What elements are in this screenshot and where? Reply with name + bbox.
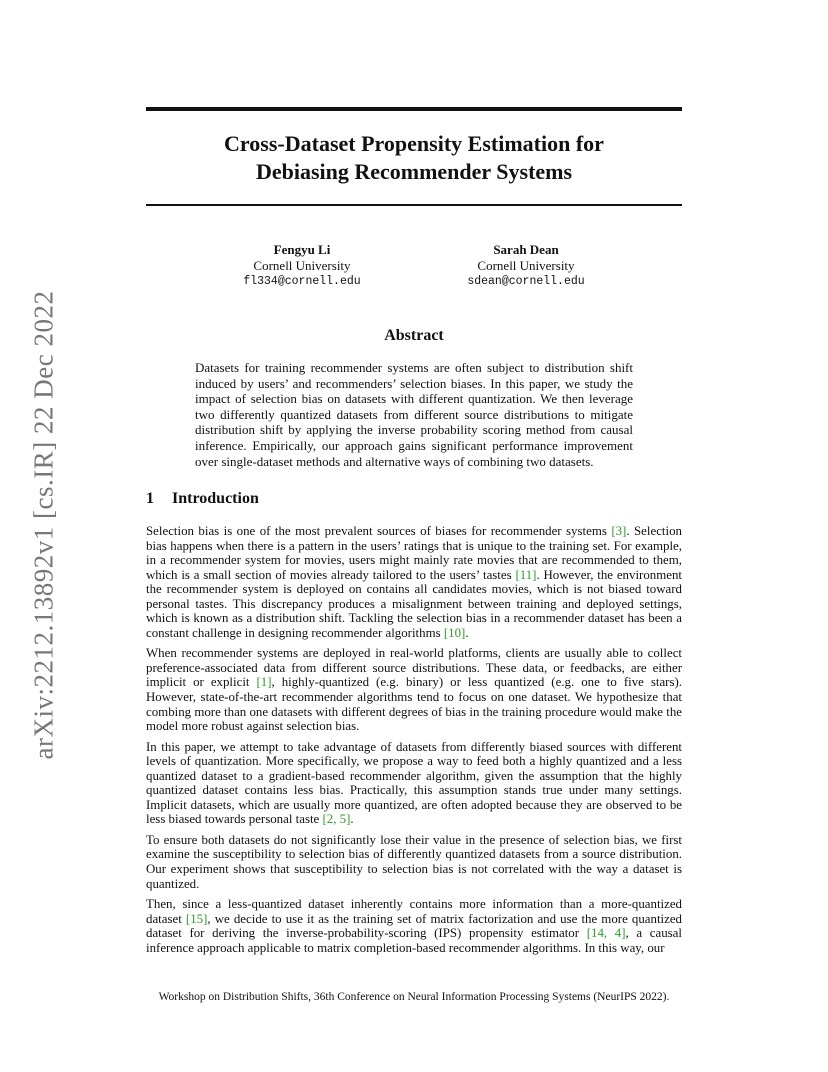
abstract-text: Datasets for training recommender systems are often subject to distribution shift induced by users’ and recommenders’ selection biases. In this paper, we study the impact of selection bias on datasets with different quantization. We then leverage two differently quantized datasets from different source distributions to mitigate distribution shift by applying the inverse probability scoring method from causal inference. Empirically, our approach gains significant performance improvement over single-dataset methods and alternative ways of combining two datasets. (195, 360, 633, 469)
text-run: . However, the environment the recommender system is deployed on contains all candidates movies, which is not biased toward personal tastes. This discrepancy produces a misalignment between training and deployed settings, which is known as a distribution shift. Tackling the selection bias in a recommender dataset has been a constant challenge in designing recommender algorithms (146, 567, 682, 640)
title-bottom-rule (146, 204, 682, 206)
abstract-heading: Abstract (384, 327, 444, 344)
citation-link[interactable]: [2, 5] (322, 812, 351, 827)
arxiv-stamp: arXiv:2212.13892v1 [cs.IR] 22 Dec 2022 (28, 290, 59, 760)
author-name: Fengyu Li (273, 242, 331, 257)
citation-link[interactable]: [1] (256, 675, 272, 690)
citation-link[interactable]: [11] (515, 567, 537, 582)
text-run: , a causal inference approach applicable to matrix completion-based recommender algorithms. In this way, our (146, 926, 682, 955)
text-run: , highly-quantized (e.g. binary) or less quantized (e.g. one to five stars). However, state-of-the-art recommender algorithms tend to focus on one dataset. We hypothesize that combing more than one datasets with different degrees of bias in the training procedure would make the model more robust against selection bias. (146, 675, 682, 734)
section-number: 1 (146, 490, 154, 507)
paper-title (146, 130, 682, 186)
text-run: . (465, 625, 469, 640)
paragraph (146, 897, 682, 955)
text-run: Selection bias is one of the most prevalent sources of biases for recommender systems (146, 524, 612, 538)
section-body (146, 524, 682, 961)
text-run: . Selection bias happens when there is a pattern in the users’ ratings that is unique to the training set. For example, in a recommender system for movies, users might mainly rate movies that are recommended to them, which is a small section of movies already tailored to the users’ tastes (146, 524, 682, 582)
author-affiliation: Cornell University (477, 258, 575, 273)
author-email[interactable]: sdean@cornell.edu (467, 275, 585, 288)
text-run: , we decide to use it as the training set of matrix factorization and use the more quantized dataset for deriving the inverse-probability-scoring (IPS) propensity estimator (146, 911, 683, 941)
paragraph (146, 833, 682, 891)
section-heading (146, 490, 259, 508)
citation-link[interactable]: [10] (443, 625, 466, 640)
citation-link[interactable]: [14, 4] (586, 926, 626, 941)
author-block-2 (426, 242, 626, 290)
text-run: . (350, 812, 354, 827)
text-run: In this paper, we attempt to take advantage of datasets from differently biased sources with different levels of quantization. More specifically, we propose a way to feed both a highly quantized and a less quantized dataset to a gradient-based recommender algorithm, given the assumption that the highly quantized dataset contains less bias. Practically, this assumption stands true under many settings. Implicit datasets, which are usually more quantized, are often adopted because they are observed to be less biased towards personal taste (146, 739, 682, 827)
section-title: Introduction (172, 490, 259, 507)
title-line-1: Cross-Dataset Propensity Estimation for (224, 131, 604, 156)
author-email[interactable]: fl334@cornell.edu (243, 275, 361, 288)
footer-note: Workshop on Distribution Shifts, 36th Conference on Neural Information Processing Systems (NeurIPS 2022). (158, 991, 670, 1003)
paragraph (146, 740, 682, 827)
title-line-2: Debiasing Recommender Systems (255, 159, 573, 184)
paragraph (146, 524, 682, 640)
text-run: When recommender systems are deployed in real-world platforms, clients are usually able to collect preference-associated data from different source distributions. These data, or feedbacks, are either implicit or explicit (146, 646, 682, 690)
citation-link[interactable]: [15] (185, 911, 208, 926)
author-block-1 (202, 242, 402, 290)
text-run: To ensure both datasets do not significantly lose their value in the presence of selection bias, we first examine the susceptibility to selection bias of differently quantized datasets from a source distribution. Our experiment shows that susceptibility to selection bias is not correlated with the way a dataset is quantized. (146, 832, 682, 891)
text-run: Then, since a less-quantized dataset inherently contains more information than a more-quantized dataset (146, 897, 682, 926)
paragraph (146, 646, 682, 733)
citation-link[interactable]: [3] (611, 524, 627, 538)
author-affiliation: Cornell University (253, 258, 351, 273)
title-top-rule (146, 107, 682, 111)
author-name: Sarah Dean (493, 242, 559, 257)
